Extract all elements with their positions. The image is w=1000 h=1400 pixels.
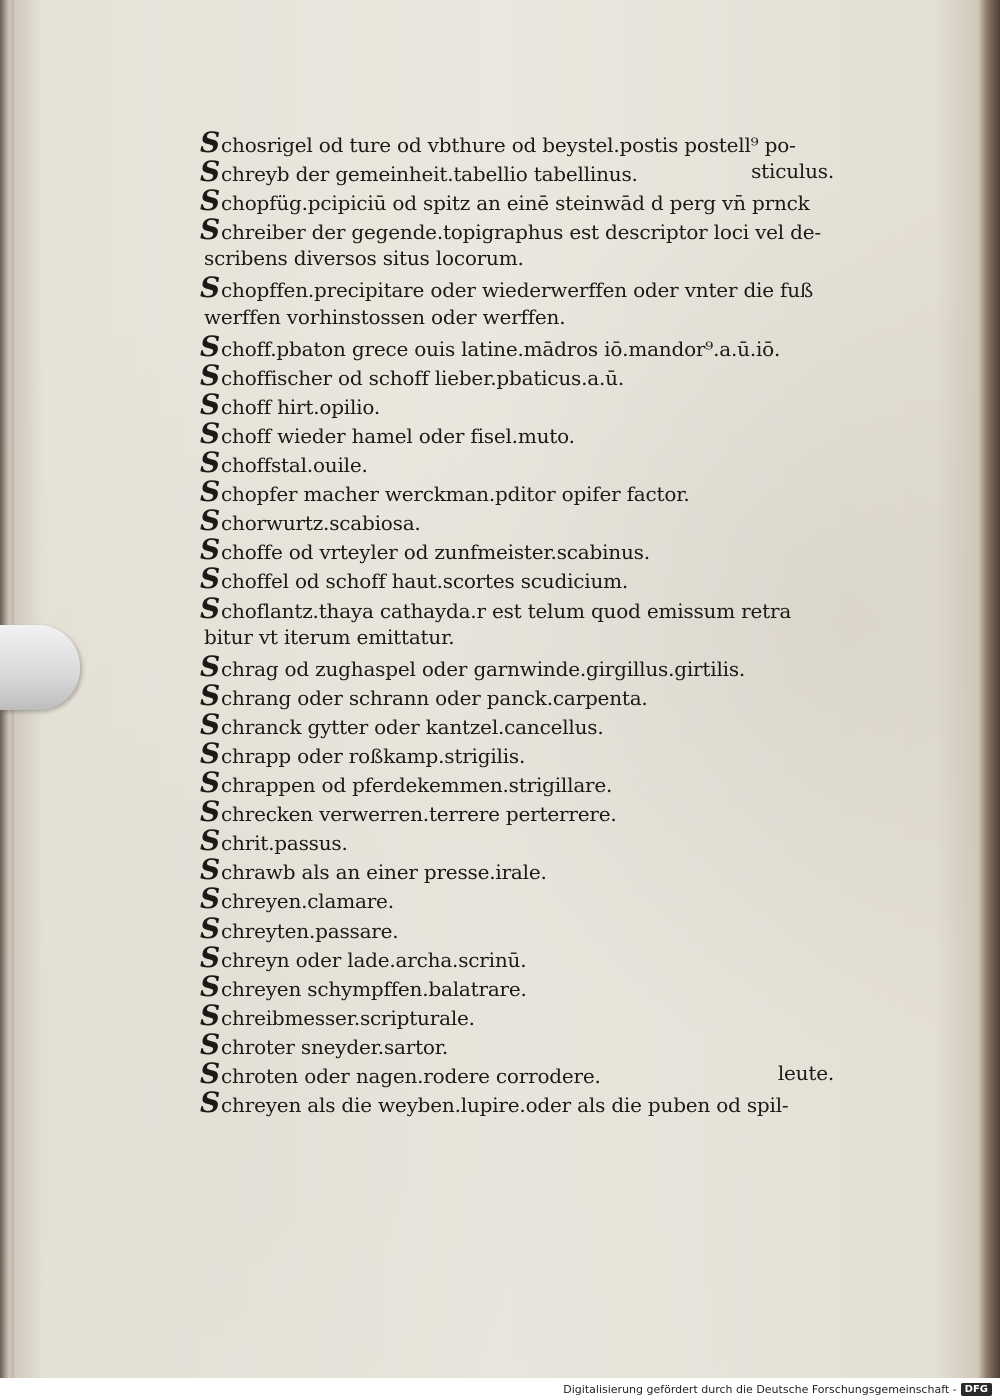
text-line bbox=[200, 416, 840, 450]
footer-credit: Digitalisierung gefördert durch die Deutsche Forschungsgemeinschaft - bbox=[563, 1382, 957, 1396]
initial-letter: S bbox=[200, 155, 221, 189]
initial-letter: S bbox=[200, 911, 221, 945]
text-line bbox=[200, 329, 840, 363]
line-text: chrawb als an einer presse.irale. bbox=[221, 860, 547, 885]
text-line bbox=[200, 766, 840, 800]
text-line bbox=[200, 1086, 840, 1120]
text-line bbox=[200, 707, 840, 741]
initial-letter: S bbox=[200, 591, 221, 625]
line-text: chroten oder nagen.rodere corrodere. bbox=[221, 1064, 601, 1088]
initial-letter: S bbox=[200, 853, 221, 887]
text-line bbox=[200, 1059, 840, 1088]
text-line bbox=[200, 736, 840, 770]
text-line bbox=[200, 271, 840, 305]
initial-letter: S bbox=[200, 562, 221, 596]
text-line bbox=[200, 795, 840, 829]
line-text: choffstal.ouile. bbox=[221, 453, 368, 478]
text-line bbox=[200, 244, 840, 273]
initial-letter: S bbox=[200, 504, 221, 538]
initial-letter: S bbox=[200, 184, 221, 218]
line-text: chreyten.passare. bbox=[221, 918, 399, 943]
text-line bbox=[200, 911, 840, 945]
initial-letter: S bbox=[200, 1086, 221, 1120]
text-line bbox=[200, 533, 840, 567]
initial-letter: S bbox=[200, 446, 221, 480]
line-text: chroter sneyder.sartor. bbox=[221, 1034, 449, 1059]
line-text: chreyb der gemeinheit.tabellio tabellinus. bbox=[221, 162, 638, 187]
line-text: chreibmesser.scripturale. bbox=[221, 1005, 475, 1030]
text-line bbox=[200, 184, 840, 218]
line-text: chrag od zughaspel oder garnwinde.girgillus.girtilis. bbox=[221, 656, 746, 681]
text-line bbox=[200, 213, 840, 247]
text-line bbox=[200, 562, 840, 596]
text-line bbox=[200, 504, 840, 538]
line-text: chopfüg.pcipiciū od spitz an einē steinwād d perg vn̄ prnck bbox=[221, 191, 810, 216]
dfg-logo: DFG bbox=[961, 1383, 992, 1396]
line-text: chorwurtz.scabiosa. bbox=[221, 511, 421, 536]
line-text: chrang oder schrann oder panck.carpenta. bbox=[221, 685, 648, 710]
text-line bbox=[200, 475, 840, 509]
initial-letter: S bbox=[200, 678, 221, 712]
line-text: choffischer od schoff lieber.pbaticus.a.ū. bbox=[221, 365, 624, 390]
line-text: bitur vt iterum emittatur. bbox=[204, 624, 455, 649]
text-line bbox=[200, 998, 840, 1032]
line-text: choff hirt.opilio. bbox=[221, 394, 381, 419]
footer-bar bbox=[0, 1378, 1000, 1400]
text-line bbox=[200, 649, 840, 683]
line-text: scribens diversos situs locorum. bbox=[204, 246, 524, 271]
initial-letter: S bbox=[200, 649, 221, 683]
text-line bbox=[200, 591, 840, 625]
initial-letter: S bbox=[200, 1027, 221, 1061]
line-continuation: leute. bbox=[777, 1061, 834, 1085]
line-text: chreyn oder lade.archa.scrinū. bbox=[221, 947, 527, 972]
initial-letter: S bbox=[200, 736, 221, 770]
text-line bbox=[200, 155, 840, 189]
initial-letter: S bbox=[200, 824, 221, 858]
line-text: chrappen od pferdekemmen.strigillare. bbox=[221, 773, 613, 798]
line-text: chreyen als die weyben.lupire.oder als die puben od spil- bbox=[221, 1093, 789, 1118]
line-text: chosrigel od ture od vbthure od beystel.postis postell⁹ po- bbox=[221, 133, 796, 157]
initial-letter: S bbox=[200, 766, 221, 800]
text-line bbox=[200, 940, 840, 974]
line-text: werffen vorhinstossen oder werffen. bbox=[204, 304, 566, 329]
line-text: chreyen.clamare. bbox=[221, 889, 394, 914]
initial-letter: S bbox=[200, 707, 221, 741]
initial-letter: S bbox=[200, 969, 221, 1003]
text-line bbox=[200, 882, 840, 916]
line-text: choffe od vrteyler od zunfmeister.scabinus. bbox=[221, 540, 650, 565]
line-text: chrit.passus. bbox=[221, 831, 348, 856]
text-line bbox=[200, 824, 840, 858]
text-line bbox=[200, 446, 840, 480]
initial-letter: S bbox=[200, 358, 221, 392]
line-continuation: sticulus. bbox=[751, 159, 834, 184]
initial-letter: S bbox=[200, 998, 221, 1032]
line-text: chreyen schympffen.balatrare. bbox=[221, 976, 527, 1001]
line-text: chreiber der gegende.topigraphus est descriptor loci vel de- bbox=[221, 220, 821, 245]
line-text: choflantz.thaya cathayda.r est telum quod emissum retra bbox=[221, 598, 792, 623]
line-text: chopffen.precipitare oder wiederwerffen oder vnter die fuß bbox=[221, 278, 814, 303]
line-text: chranck gytter oder kantzel.cancellus. bbox=[221, 714, 604, 739]
initial-letter: S bbox=[200, 271, 221, 305]
initial-letter: S bbox=[200, 533, 221, 567]
text-line bbox=[200, 358, 840, 392]
initial-letter: S bbox=[200, 126, 221, 159]
initial-letter: S bbox=[200, 1057, 221, 1090]
book-edge bbox=[978, 0, 1000, 1378]
text-line bbox=[200, 853, 840, 887]
page-text bbox=[200, 126, 840, 1120]
initial-letter: S bbox=[200, 795, 221, 829]
text-line bbox=[200, 623, 840, 652]
initial-letter: S bbox=[200, 940, 221, 974]
page-clip bbox=[0, 625, 80, 710]
text-line bbox=[200, 303, 840, 332]
line-text: choff.pbaton grece ouis latine.mādros iō.mandor⁹.a.ū.iō. bbox=[221, 336, 781, 361]
line-text: choff wieder hamel oder fisel.muto. bbox=[221, 423, 575, 448]
initial-letter: S bbox=[200, 475, 221, 509]
text-line bbox=[200, 1027, 840, 1061]
initial-letter: S bbox=[200, 882, 221, 916]
text-line bbox=[200, 387, 840, 421]
initial-letter: S bbox=[200, 213, 221, 247]
line-text: choffel od schoff haut.scortes scudicium. bbox=[221, 569, 629, 594]
initial-letter: S bbox=[200, 329, 221, 363]
line-text: chrapp oder roßkamp.strigilis. bbox=[221, 743, 526, 768]
initial-letter: S bbox=[200, 416, 221, 450]
initial-letter: S bbox=[200, 387, 221, 421]
line-text: chopfer macher werckman.pditor opifer factor. bbox=[221, 482, 690, 507]
text-line bbox=[200, 128, 840, 157]
text-line bbox=[200, 969, 840, 1003]
line-text: chrecken verwerren.terrere perterrere. bbox=[221, 802, 617, 827]
text-line bbox=[200, 678, 840, 712]
